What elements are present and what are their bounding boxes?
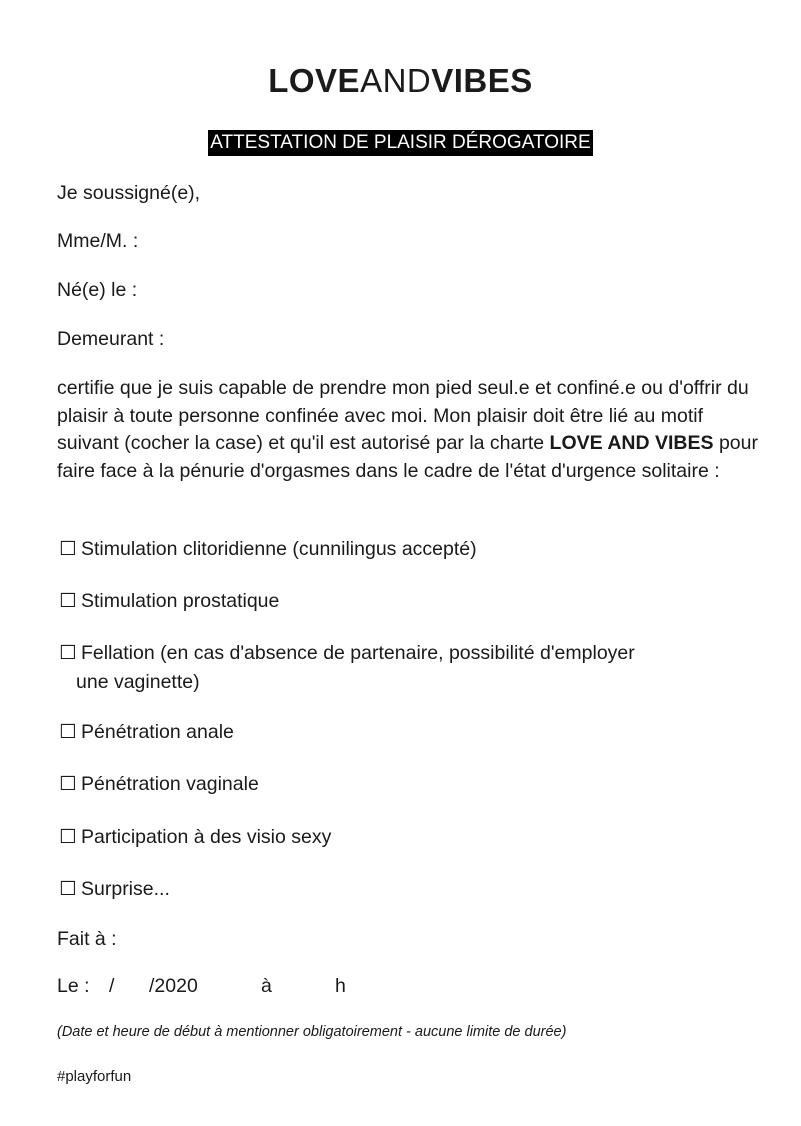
option-label: Stimulation prostatique [81, 590, 280, 612]
title-wrapper [0, 130, 801, 156]
option-item[interactable] [59, 587, 759, 616]
date-le-label: Le : [57, 975, 90, 997]
date-slash: / [109, 975, 115, 997]
checkbox-icon[interactable]: ☐ [59, 721, 77, 743]
time-h-label: h [335, 975, 346, 997]
document-title: ATTESTATION DE PLAISIR DÉROGATOIRE [208, 130, 592, 156]
paragraph-text-before: certifie que je suis capable de prendre mon pied seul.e et confiné.e ou d'offrir du plaisir à toute personne confinée avec moi. Mon plaisir doit être lié au motif suivant (cocher la case) et qu'il est autorisé par la charte [57, 377, 749, 454]
option-label: Pénétration vaginale [81, 773, 259, 795]
option-label-continued: une vaginette) [76, 671, 200, 693]
brand-logo [0, 62, 801, 100]
name-field-label: Mme/M. : [57, 230, 139, 252]
option-item[interactable] [59, 718, 759, 747]
option-label: Pénétration anale [81, 721, 234, 743]
hashtag: #playforfun [57, 1068, 132, 1085]
time-a-label: à [261, 975, 272, 997]
birthdate-field-label: Né(e) le : [57, 279, 138, 301]
checkbox-icon[interactable]: ☐ [59, 590, 77, 612]
logo-part-love: LOVE [268, 62, 361, 99]
option-item[interactable] [59, 535, 759, 564]
option-label: Fellation (en cas d'absence de partenaire, possibilité d'employer [81, 642, 635, 664]
option-item[interactable] [59, 770, 759, 799]
date-note: (Date et heure de début à mentionner obligatoirement - aucune limite de durée) [57, 1024, 567, 1040]
option-label: Surprise... [81, 878, 170, 900]
date-year: /2020 [149, 975, 198, 997]
checkbox-icon[interactable]: ☐ [59, 538, 77, 560]
date-time-line [57, 975, 457, 1003]
soussigne-line: Je soussigné(e), [57, 182, 201, 204]
option-item[interactable] [59, 639, 759, 697]
logo-part-vibes: VIBES [431, 62, 533, 99]
fait-a-label: Fait à : [57, 928, 117, 950]
checkbox-icon[interactable]: ☐ [59, 878, 77, 900]
paragraph-brand-name: LOVE AND VIBES [549, 432, 714, 454]
paragraph-text-after: pour faire face à la pénurie d'orgasmes dans le cadre de l'état d'urgence solitaire : [57, 432, 758, 482]
logo-part-and: AND [360, 62, 432, 99]
option-label: Participation à des visio sexy [81, 826, 332, 848]
certification-paragraph [57, 375, 767, 485]
checkbox-icon[interactable]: ☐ [59, 826, 77, 848]
address-field-label: Demeurant : [57, 328, 165, 350]
checkbox-icon[interactable]: ☐ [59, 642, 77, 664]
option-item[interactable] [59, 875, 759, 904]
option-label: Stimulation clitoridienne (cunnilingus accepté) [81, 538, 477, 560]
option-item[interactable] [59, 823, 759, 852]
checkbox-icon[interactable]: ☐ [59, 773, 77, 795]
